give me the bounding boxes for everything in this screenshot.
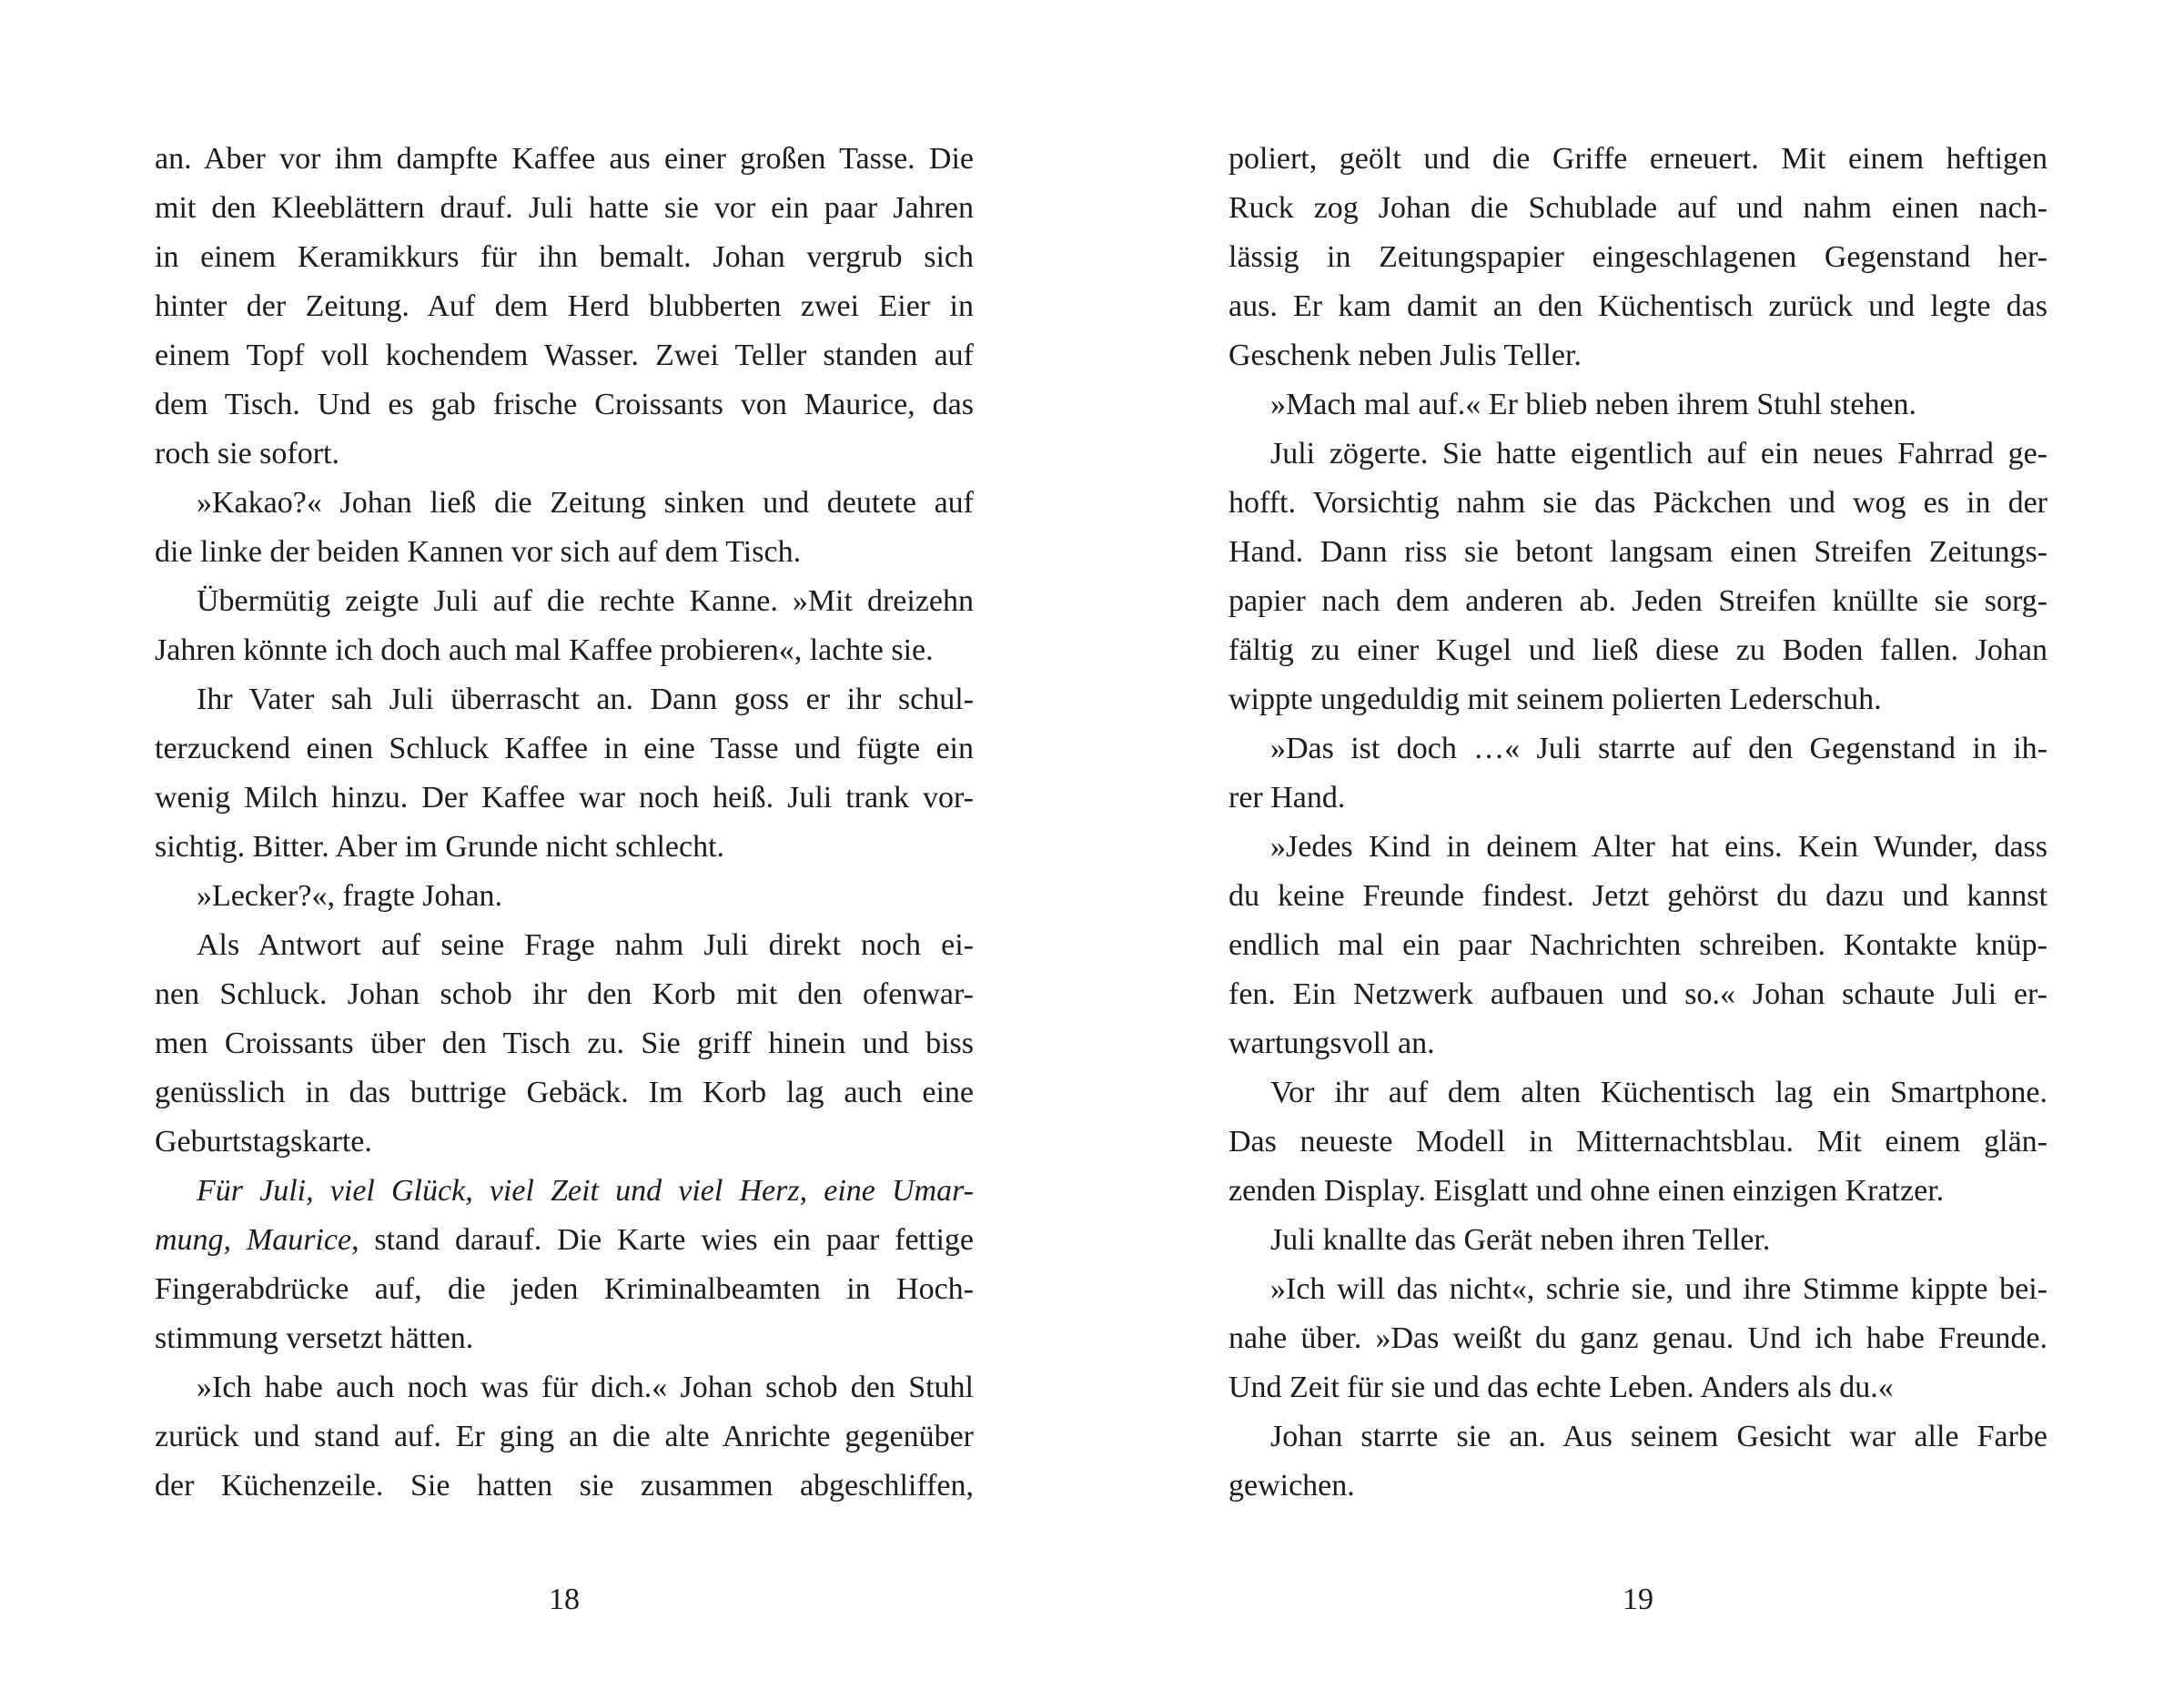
line-text: »Ich habe auch noch was für dich.« Johan schob den Stuhl <box>197 1371 974 1404</box>
text-line <box>1228 430 2048 479</box>
text-line <box>1228 1167 2048 1216</box>
line-text: endlich mal ein paar Nachrichten schreiben. Kontakte knüp- <box>1228 928 2048 962</box>
line-text: an. Aber vor ihm dampfte Kaffee aus einer großen Tasse. Die <box>155 142 974 176</box>
text-line <box>155 1216 974 1265</box>
text-line <box>1228 135 2048 184</box>
line-text: Fingerabdrücke auf, die jeden Kriminalbeamten in Hoch- <box>155 1272 974 1306</box>
text-line <box>1228 872 2048 921</box>
line-text: du keine Freunde findest. Jetzt gehörst du dazu und kannst <box>1228 879 2048 913</box>
text-line <box>155 1363 974 1412</box>
line-text: »Mach mal auf.« Er blieb neben ihrem Stuhl stehen. <box>1270 388 1917 421</box>
text-line <box>155 135 974 184</box>
line-text: nahe über. »Das weißt du ganz genau. Und ich habe Freunde. <box>1228 1321 2048 1355</box>
text-line <box>155 479 974 528</box>
text-line <box>155 970 974 1019</box>
line-text: Geburtstagskarte. <box>155 1125 372 1159</box>
text-line <box>155 577 974 626</box>
line-text: hofft. Vorsichtig nahm sie das Päckchen und wog es in der <box>1228 486 2048 520</box>
line-text: »Jedes Kind in deinem Alter hat eins. Kein Wunder, dass <box>1270 830 2048 864</box>
text-line <box>155 233 974 282</box>
text-line <box>155 282 974 331</box>
text-line <box>1228 1314 2048 1363</box>
line-text: »Kakao?« Johan ließ die Zeitung sinken und deutete auf <box>197 486 974 520</box>
line-text: Ihr Vater sah Juli überrascht an. Dann goss er ihr schul- <box>197 683 974 716</box>
text-line <box>1228 528 2048 577</box>
line-text: Das neueste Modell in Mitternachtsblau. Mit einem glän- <box>1228 1125 2048 1159</box>
text-line <box>1228 1019 2048 1068</box>
text-line <box>155 1462 974 1511</box>
text-line <box>155 380 974 430</box>
text-line <box>155 184 974 233</box>
line-text: Hand. Dann riss sie betont langsam einen Streifen Zeitungs- <box>1228 535 2048 569</box>
line-text: »Ich will das nicht«, schrie sie, und ihre Stimme kippte bei- <box>1270 1272 2048 1306</box>
text-line <box>1228 380 2048 430</box>
line-text: fen. Ein Netzwerk aufbauen und so.« Johan schaute Juli er- <box>1228 977 2048 1011</box>
line-text: Vor ihr auf dem alten Küchentisch lag ein Smartphone. <box>1270 1076 2048 1109</box>
line-text: wenig Milch hinzu. Der Kaffee war noch heiß. Juli trank vor- <box>155 781 974 815</box>
line-text: die linke der beiden Kannen vor sich auf dem Tisch. <box>155 535 802 569</box>
text-line <box>155 1068 974 1118</box>
line-text: hinter der Zeitung. Auf dem Herd blubberten zwei Eier in <box>155 289 974 323</box>
left-page-text <box>155 135 974 1511</box>
text-line <box>155 626 974 675</box>
text-line <box>155 430 974 479</box>
text-line <box>1228 774 2048 823</box>
text-line <box>155 921 974 970</box>
text-line <box>1228 331 2048 380</box>
italic-text: mung, Maurice <box>155 1223 352 1257</box>
line-text: poliert, geölt und die Griffe erneuert. Mit einem heftigen <box>1228 142 2048 176</box>
line-text: sichtig. Bitter. Aber im Grunde nicht schlecht. <box>155 830 725 864</box>
page-number: 19 <box>1623 1583 1653 1616</box>
text-line <box>1228 626 2048 675</box>
italic-text: Für Juli, viel Glück, viel Zeit und viel Herz, eine Umar- <box>197 1174 974 1208</box>
line-text: Übermütig zeigte Juli auf die rechte Kanne. »Mit dreizehn <box>197 584 974 618</box>
text-line <box>1228 1363 2048 1412</box>
line-text: einem Topf voll kochendem Wasser. Zwei Teller standen auf <box>155 339 974 372</box>
text-line <box>1228 282 2048 331</box>
text-line <box>155 1019 974 1068</box>
line-text: der Küchenzeile. Sie hatten sie zusammen abgeschliffen, <box>155 1469 974 1503</box>
text-line <box>1228 1412 2048 1462</box>
line-text: men Croissants über den Tisch zu. Sie griff hinein und biss <box>155 1027 974 1060</box>
text-line <box>1228 1265 2048 1314</box>
line-text: fältig zu einer Kugel und ließ diese zu Boden fallen. Johan <box>1228 633 2048 667</box>
text-line <box>1228 1068 2048 1118</box>
line-text: terzuckend einen Schluck Kaffee in eine Tasse und fügte ein <box>155 732 974 765</box>
line-text: wartungsvoll an. <box>1228 1027 1435 1060</box>
line-text: zenden Display. Eisglatt und ohne einen einzigen Kratzer. <box>1228 1174 1945 1208</box>
text-line <box>1228 1216 2048 1265</box>
text-line <box>1228 479 2048 528</box>
text-line <box>155 724 974 774</box>
text-line <box>155 331 974 380</box>
line-text: dem Tisch. Und es gab frische Croissants von Maurice, das <box>155 388 974 421</box>
line-text: papier nach dem anderen ab. Jeden Streifen knüllte sie sorg- <box>1228 584 2048 618</box>
text-line <box>155 872 974 921</box>
text-line <box>155 823 974 872</box>
text-line <box>155 1265 974 1314</box>
text-line <box>1228 1118 2048 1167</box>
text-line <box>1228 577 2048 626</box>
line-text: Ruck zog Johan die Schublade auf und nahm einen nach- <box>1228 191 2048 225</box>
text-line <box>155 528 974 577</box>
line-text: genüsslich in das buttrige Gebäck. Im Korb lag auch eine <box>155 1076 974 1109</box>
line-text: Als Antwort auf seine Frage nahm Juli direkt noch ei- <box>197 928 974 962</box>
line-text: gewichen. <box>1228 1469 1355 1503</box>
text-line <box>1228 1462 2048 1511</box>
line-text: Johan starrte sie an. Aus seinem Gesicht war alle Farbe <box>1270 1420 2048 1453</box>
line-text: roch sie sofort. <box>155 437 340 471</box>
text-line <box>155 774 974 823</box>
line-text: Geschenk neben Julis Teller. <box>1228 339 1582 372</box>
page-number: 18 <box>549 1583 580 1616</box>
line-text: lässig in Zeitungspapier eingeschlagenen Gegenstand her- <box>1228 240 2048 274</box>
text-line <box>1228 921 2048 970</box>
line-text: rer Hand. <box>1228 781 1346 815</box>
line-text: Juli knallte das Gerät neben ihren Teller. <box>1270 1223 1771 1257</box>
line-text: stimmung versetzt hätten. <box>155 1321 474 1355</box>
text-line <box>155 1118 974 1167</box>
line-text: aus. Er kam damit an den Küchentisch zurück und legte das <box>1228 289 2048 323</box>
line-text: nen Schluck. Johan schob ihr den Korb mit den ofenwar- <box>155 977 974 1011</box>
line-text: Und Zeit für sie und das echte Leben. Anders als du.« <box>1228 1371 1894 1404</box>
line-text: wippte ungeduldig mit seinem polierten Lederschuh. <box>1228 683 1882 716</box>
text-line <box>155 675 974 724</box>
text-line <box>1228 724 2048 774</box>
text-line <box>1228 184 2048 233</box>
line-text: »Das ist doch …« Juli starrte auf den Gegenstand in ih- <box>1270 732 2048 765</box>
line-text: mit den Kleeblättern drauf. Juli hatte sie vor ein paar Jahren <box>155 191 974 225</box>
text-line <box>1228 970 2048 1019</box>
text-line <box>155 1314 974 1363</box>
line-text: Juli zögerte. Sie hatte eigentlich auf ein neues Fahrrad ge- <box>1270 437 2048 471</box>
line-text: »Lecker?«, fragte Johan. <box>197 879 503 913</box>
right-page-text <box>1228 135 2048 1511</box>
line-text: in einem Keramikkurs für ihn bemalt. Johan vergrub sich <box>155 240 974 274</box>
line-text: , stand darauf. Die Karte wies ein paar fettige <box>351 1223 974 1257</box>
right-page <box>1092 0 2184 1700</box>
line-text: Jahren könnte ich doch auch mal Kaffee probieren«, lachte sie. <box>155 633 934 667</box>
text-line <box>1228 823 2048 872</box>
text-line <box>155 1412 974 1462</box>
line-text: zurück und stand auf. Er ging an die alte Anrichte gegenüber <box>155 1420 974 1453</box>
text-line <box>1228 233 2048 282</box>
text-line <box>155 1167 974 1216</box>
text-line <box>1228 675 2048 724</box>
